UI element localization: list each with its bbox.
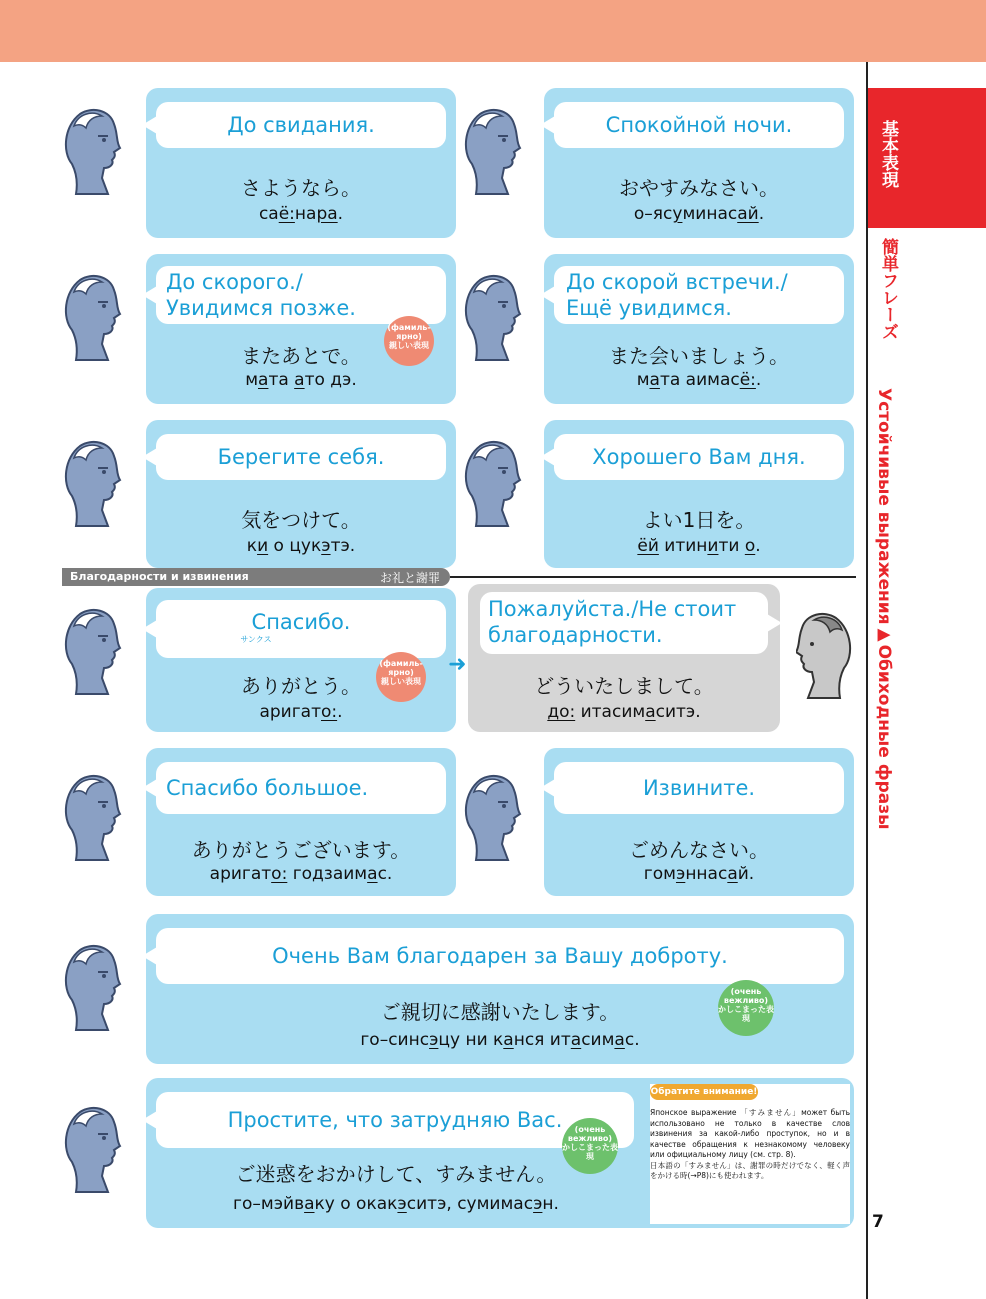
phrase-card-take-care	[146, 420, 456, 568]
phrase-romanization: гомэннасай.	[643, 864, 755, 884]
phrase-romanization: го–мэйваку о окакэситэ, сумимасэн.	[233, 1194, 559, 1214]
familiar-badge: (фамиль- ярно) 親しい表現	[384, 316, 434, 366]
phrase-ru: До свидания.	[156, 102, 446, 148]
phrase-jp: ご迷惑をおかけして、すみません。	[235, 1162, 557, 1186]
phrase-card-sorry	[544, 748, 854, 896]
phrase-ru: Извините.	[554, 762, 844, 814]
phrase-card-thank-you-very-much	[146, 748, 456, 896]
phrase-jp: どういたしまして。	[534, 674, 714, 698]
phrase-card-goodbye	[146, 88, 456, 238]
speaker-face-icon	[458, 272, 524, 364]
speaker-face-icon	[458, 438, 524, 530]
phrase-romanization: мата аимасё:.	[636, 370, 762, 390]
phrase-ru: Простите, что затрудняю Вас.	[156, 1092, 634, 1148]
phrase-jp: よい1日を。	[642, 508, 756, 532]
speaker-face-icon	[58, 438, 124, 530]
phrase-card-good-day	[544, 420, 854, 568]
phrase-ru: Берегите себя.	[156, 434, 446, 480]
speaker-face-icon	[58, 942, 124, 1034]
phrase-jp: ありがとうございます。	[191, 838, 411, 862]
note-box	[650, 1084, 850, 1224]
phrase-jp: ありがとう。	[241, 674, 361, 698]
phrase-ru: Очень Вам благодарен за Вашу доброту.	[156, 928, 844, 984]
phrase-romanization: до: итасимаситэ.	[547, 702, 701, 722]
phrase-romanization: ки о цукэтэ.	[246, 536, 356, 556]
phrase-ru: До скорой встречи./ Ещё увидимся.	[554, 266, 844, 324]
furigana: サンクス	[240, 635, 272, 644]
speaker-face-icon	[58, 772, 124, 864]
phrase-jp: ご親切に感謝いたします。	[380, 1000, 620, 1024]
phrase-romanization: о–ясуминасай.	[633, 204, 765, 224]
phrase-ru: Хорошего Вам дня.	[554, 434, 844, 480]
section-header	[62, 568, 450, 586]
section-title-ru: Благодарности и извинения	[70, 570, 249, 583]
phrase-card-thank-you	[146, 588, 456, 732]
phrase-romanization: саё:нара.	[258, 204, 344, 224]
phrase-card-see-you-later	[146, 254, 456, 404]
phrase-card-youre-welcome	[468, 584, 780, 732]
speaker-face-icon	[58, 1104, 124, 1196]
phrase-jp: ごめんなさい。	[629, 838, 769, 862]
polite-badge: (очень вежливо) かしこまった表現	[718, 980, 774, 1036]
phrase-card-good-night	[544, 88, 854, 238]
reply-arrow-icon: ➜	[448, 652, 467, 677]
phrase-ru: Спасибо. サンクス	[156, 600, 446, 658]
phrase-romanization: ёй итинити о.	[637, 536, 761, 556]
section-divider	[450, 576, 856, 578]
listener-face-icon	[796, 610, 858, 702]
speaker-face-icon	[458, 772, 524, 864]
phrase-romanization: аригато: годзаимас.	[209, 864, 393, 884]
phrase-romanization: мата ато дэ.	[245, 370, 357, 390]
note-text: Японское выражение 「すみません」может быть использовано не только в качестве слов извинения за какой-либо проступок, но и в качестве обращения к незнакомому человеку или официальному лицу (см. стр. 8). 日本語の「すみません」は、謝罪の時だけでなく、軽く声をかける時(→P8)にも使われます。	[650, 1108, 850, 1180]
top-color-band	[0, 0, 986, 62]
phrase-jp: 気をつけて。	[241, 508, 361, 532]
speaker-face-icon	[458, 106, 524, 198]
page-number: 7	[872, 1212, 884, 1232]
section-title-jp: お礼と謝罪	[379, 571, 440, 585]
sidebar-jp-main: 基本表現	[878, 120, 898, 188]
polite-badge: (очень вежливо) かしこまった表現	[562, 1118, 618, 1174]
phrase-card-grateful-for-kindness	[146, 914, 854, 1064]
speaker-face-icon	[58, 106, 124, 198]
familiar-badge: (фамиль- ярно) 親しい表現	[376, 652, 426, 702]
speaker-face-icon	[58, 272, 124, 364]
phrase-romanization: го–синсэцу ни канся итасимас.	[360, 1030, 640, 1050]
phrase-romanization: аригато:.	[259, 702, 343, 722]
phrase-ru: Спасибо большое.	[156, 762, 446, 814]
phrase-jp: さようなら。	[241, 176, 361, 200]
margin-line	[866, 62, 868, 1299]
phrase-jp: おやすみなさい。	[619, 176, 779, 200]
phrase-ru: Спокойной ночи.	[554, 102, 844, 148]
phrase-jp: またあとで。	[241, 344, 361, 368]
note-title: Обратите внимание!	[650, 1084, 758, 1100]
phrase-jp: また会いましょう。	[609, 344, 789, 368]
phrase-ru: До скорого./ Увидимся позже.	[156, 266, 446, 324]
phrase-ru: Пожалуйста./Не стоит благодарности.	[480, 592, 768, 654]
phrase-card-see-you-soon	[544, 254, 854, 404]
speaker-face-icon	[58, 606, 124, 698]
sidebar-ru-title: Устойчивые выражения▶Обиходные фразы	[874, 388, 894, 830]
sidebar-jp-sub: 簡単フレーズ	[878, 238, 898, 340]
